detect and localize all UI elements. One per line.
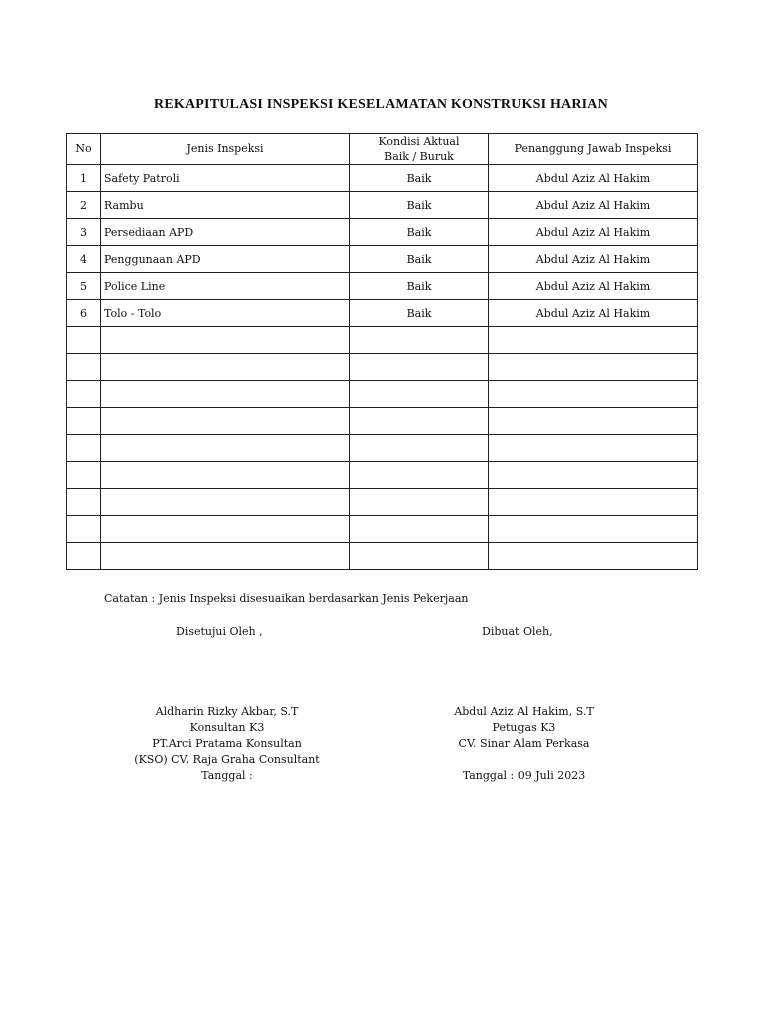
inspection-table: [66, 133, 698, 570]
cell-penanggung-jawab: Abdul Aziz Al Hakim: [489, 219, 698, 246]
table-row: [67, 327, 698, 354]
cell-no: 2: [67, 192, 101, 219]
cell-kondisi: [350, 354, 489, 381]
cell-jenis-inspeksi: [101, 354, 350, 381]
cell-no: [67, 516, 101, 543]
approved-heading: Disetujui Oleh ,: [176, 625, 263, 638]
maker-role: Petugas K3: [492, 721, 556, 734]
cell-no: 4: [67, 246, 101, 273]
cell-kondisi: [350, 435, 489, 462]
header-no: No: [67, 134, 101, 165]
cell-no: [67, 354, 101, 381]
cell-jenis-inspeksi: Tolo - Tolo: [101, 300, 350, 327]
cell-no: [67, 435, 101, 462]
header-kondisi-line1: Kondisi Aktual: [378, 135, 460, 148]
cell-no: 5: [67, 273, 101, 300]
table-row: [67, 516, 698, 543]
table-row: [67, 462, 698, 489]
cell-penanggung-jawab: [489, 381, 698, 408]
cell-penanggung-jawab: [489, 327, 698, 354]
cell-kondisi: Baik: [350, 165, 489, 192]
cell-penanggung-jawab: [489, 516, 698, 543]
cell-penanggung-jawab: Abdul Aziz Al Hakim: [489, 192, 698, 219]
table-row: [67, 543, 698, 570]
cell-penanggung-jawab: Abdul Aziz Al Hakim: [489, 165, 698, 192]
approver-signature-block: [114, 704, 340, 784]
table-row: [67, 435, 698, 462]
cell-kondisi: Baik: [350, 192, 489, 219]
maker-signature-block: [412, 704, 636, 784]
table-row: [67, 408, 698, 435]
cell-jenis-inspeksi: Rambu: [101, 192, 350, 219]
maker-date: Tanggal : 09 Juli 2023: [462, 769, 586, 782]
cell-jenis-inspeksi: [101, 462, 350, 489]
cell-kondisi: [350, 408, 489, 435]
cell-no: [67, 489, 101, 516]
cell-penanggung-jawab: [489, 435, 698, 462]
table-header-row: [67, 134, 698, 165]
cell-jenis-inspeksi: [101, 327, 350, 354]
cell-no: [67, 327, 101, 354]
cell-no: 3: [67, 219, 101, 246]
cell-penanggung-jawab: [489, 543, 698, 570]
cell-no: [67, 408, 101, 435]
cell-no: 6: [67, 300, 101, 327]
cell-jenis-inspeksi: [101, 435, 350, 462]
maker-name: Abdul Aziz Al Hakim, S.T: [454, 705, 594, 718]
cell-jenis-inspeksi: Penggunaan APD: [101, 246, 350, 273]
cell-kondisi: Baik: [350, 273, 489, 300]
approver-role: Konsultan K3: [189, 721, 265, 734]
approver-name: Aldharin Rizky Akbar, S.T: [155, 705, 299, 718]
cell-penanggung-jawab: Abdul Aziz Al Hakim: [489, 273, 698, 300]
cell-no: [67, 543, 101, 570]
maker-company: CV. Sinar Alam Perkasa: [458, 737, 590, 750]
cell-kondisi: Baik: [350, 219, 489, 246]
cell-kondisi: [350, 516, 489, 543]
cell-penanggung-jawab: [489, 489, 698, 516]
approver-company: PT.Arci Pratama Konsultan: [152, 737, 302, 750]
table-row: [67, 165, 698, 192]
table-row: [67, 219, 698, 246]
page-title: REKAPITULASI INSPEKSI KESELAMATAN KONSTRUKSI HARIAN: [154, 97, 608, 112]
table-row: [67, 192, 698, 219]
cell-jenis-inspeksi: [101, 408, 350, 435]
cell-kondisi: Baik: [350, 300, 489, 327]
cell-jenis-inspeksi: [101, 543, 350, 570]
cell-kondisi: [350, 543, 489, 570]
cell-jenis-inspeksi: [101, 381, 350, 408]
cell-kondisi: Baik: [350, 246, 489, 273]
table-row: [67, 246, 698, 273]
approver-company-kso: (KSO) CV. Raja Graha Consultant: [134, 753, 320, 766]
cell-penanggung-jawab: [489, 462, 698, 489]
table-row: [67, 354, 698, 381]
cell-no: [67, 381, 101, 408]
header-kondisi-line2: Baik / Buruk: [384, 150, 454, 163]
note-text: Catatan : Jenis Inspeksi disesuaikan berdasarkan Jenis Pekerjaan: [104, 592, 469, 605]
cell-jenis-inspeksi: Safety Patroli: [101, 165, 350, 192]
made-heading: Dibuat Oleh,: [482, 625, 553, 638]
cell-jenis-inspeksi: [101, 516, 350, 543]
cell-jenis-inspeksi: Police Line: [101, 273, 350, 300]
header-jenis-inspeksi: Jenis Inspeksi: [101, 134, 350, 165]
cell-kondisi: [350, 489, 489, 516]
table-body: [67, 165, 698, 570]
table-row: [67, 381, 698, 408]
cell-no: 1: [67, 165, 101, 192]
cell-penanggung-jawab: Abdul Aziz Al Hakim: [489, 246, 698, 273]
cell-penanggung-jawab: [489, 408, 698, 435]
approver-date: Tanggal :: [201, 769, 253, 782]
maker-spacer: [412, 752, 636, 768]
cell-jenis-inspeksi: Persediaan APD: [101, 219, 350, 246]
cell-penanggung-jawab: Abdul Aziz Al Hakim: [489, 300, 698, 327]
header-penanggung-jawab: Penanggung Jawab Inspeksi: [489, 134, 698, 165]
cell-penanggung-jawab: [489, 354, 698, 381]
table-row: [67, 273, 698, 300]
table-row: [67, 489, 698, 516]
cell-no: [67, 462, 101, 489]
cell-jenis-inspeksi: [101, 489, 350, 516]
cell-kondisi: [350, 381, 489, 408]
table-row: [67, 300, 698, 327]
cell-kondisi: [350, 462, 489, 489]
header-kondisi-aktual: [350, 134, 489, 165]
cell-kondisi: [350, 327, 489, 354]
